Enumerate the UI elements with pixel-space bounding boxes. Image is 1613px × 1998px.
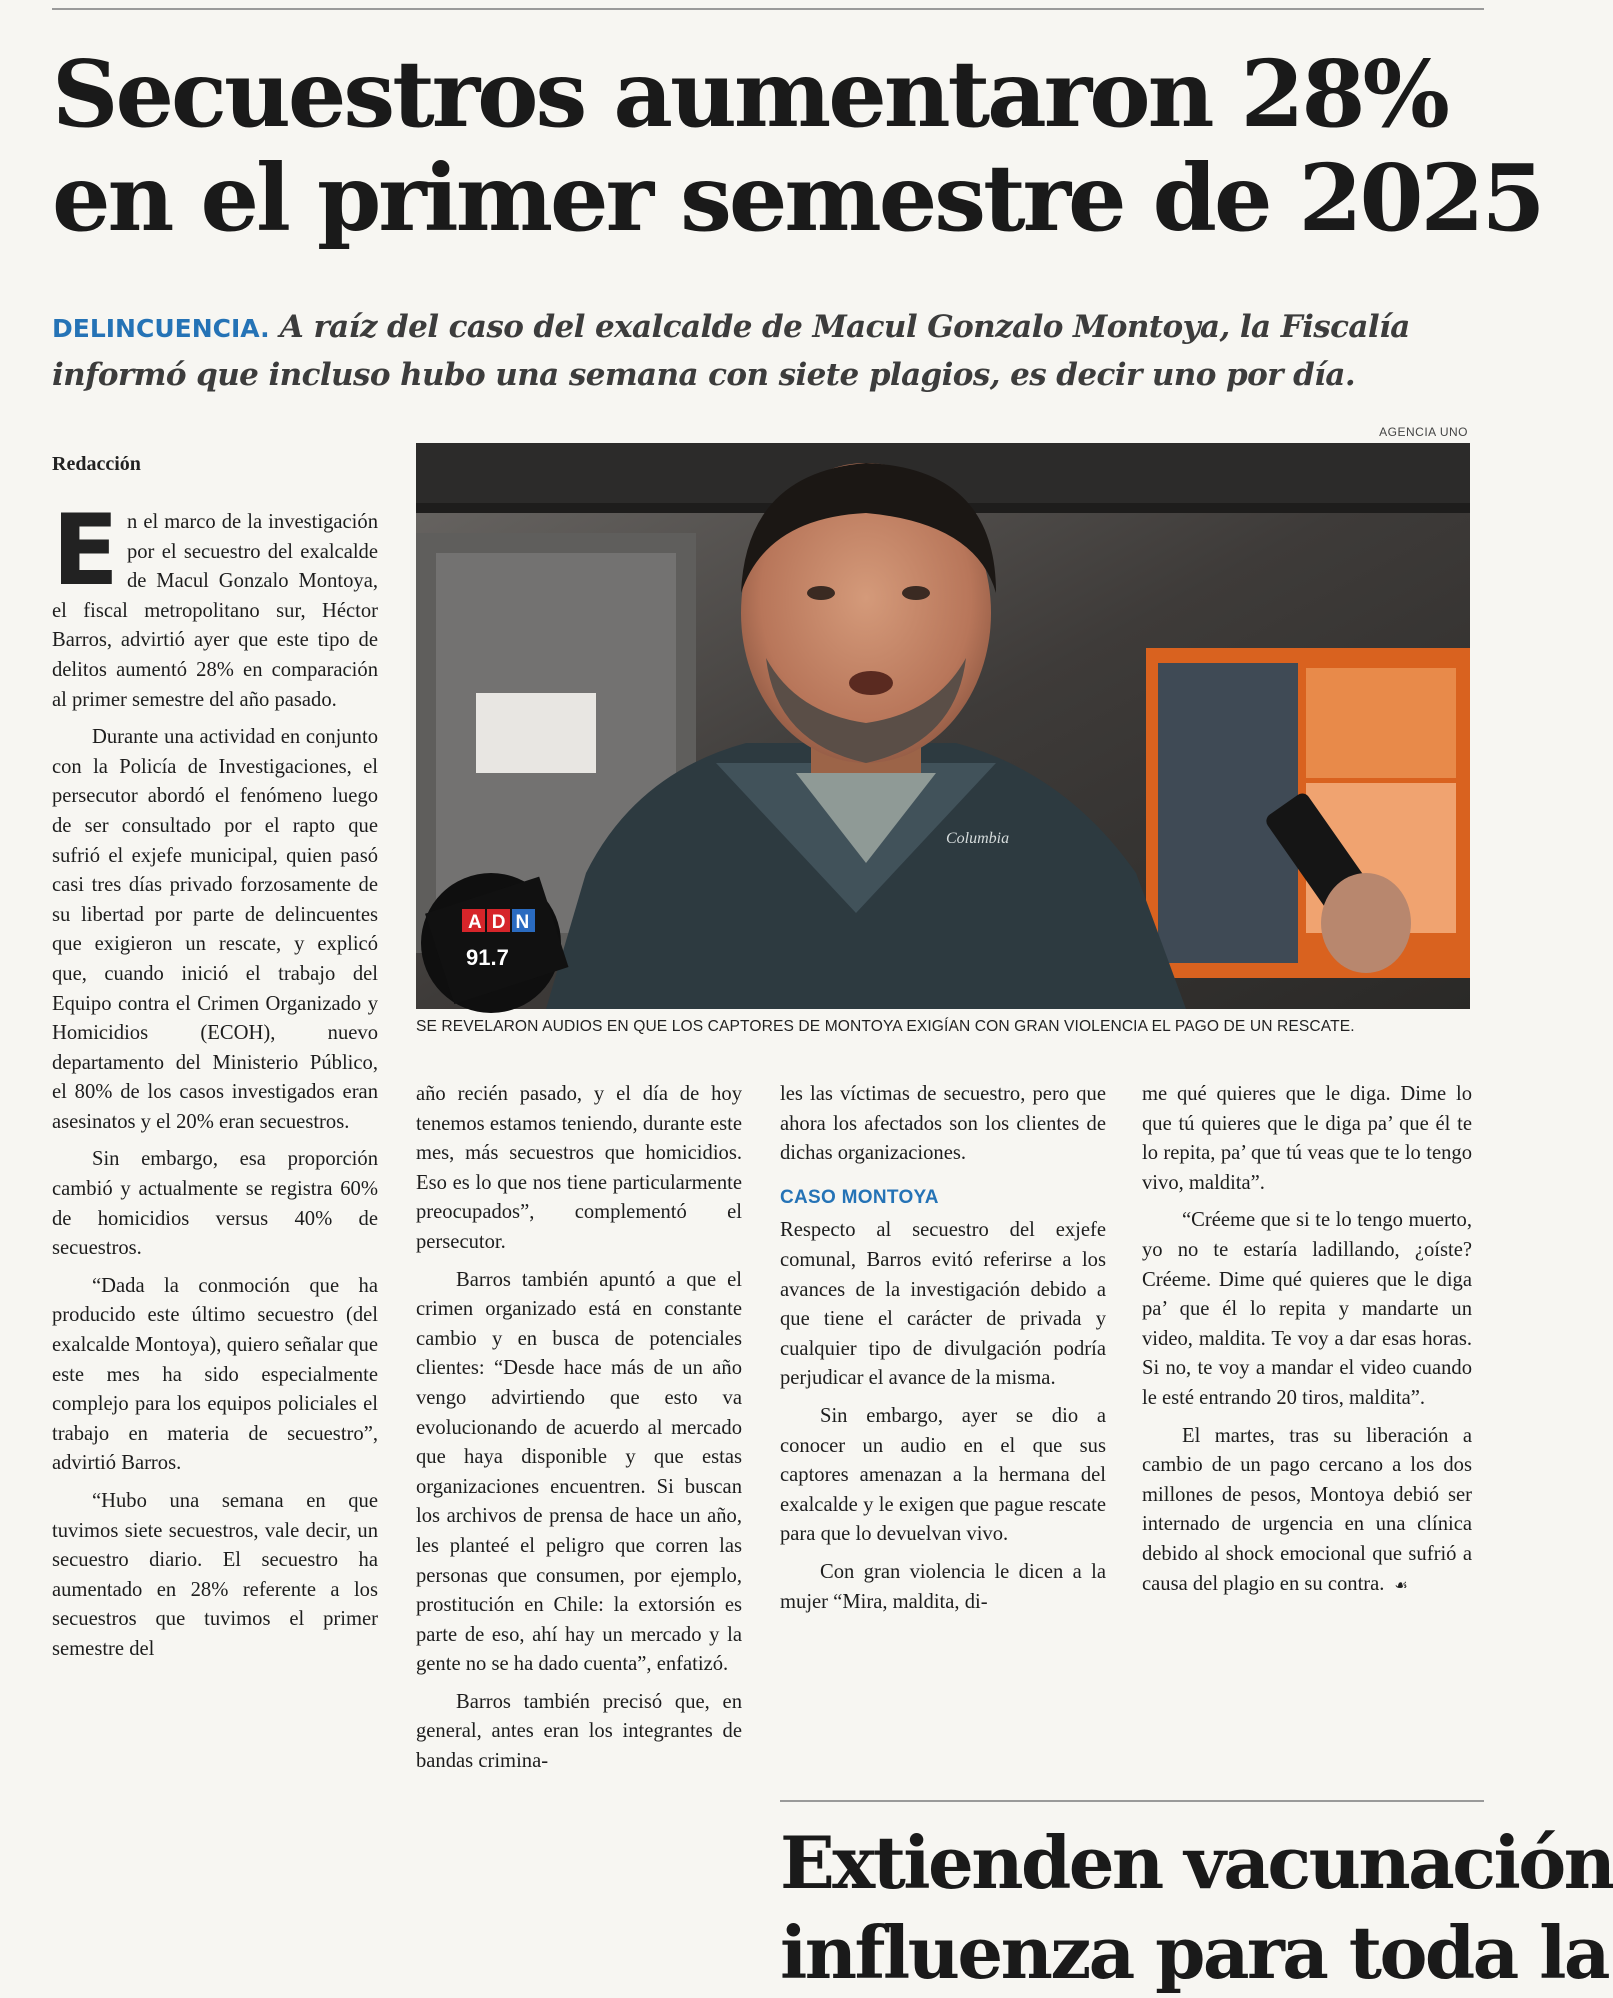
paragraph: les las víctimas de secuestro, pero que ahora los afectados son los clientes de dichas organizaciones. [780,1083,1106,1165]
photo-credit: AGENCIA UNO [1379,425,1468,439]
next-story-line-2: influenza para toda la [780,1910,1608,1995]
photo-illustration [416,443,1470,1009]
paragraph-text: El martes, tras su liberación a cambio de un pago cercano a los dos millones de pesos, Montoya debió ser internado de urgencia en una clínica debido al shock emocional que sufrió a causa del plagio en su contra. [1142,1424,1472,1595]
paragraph: “Hubo una semana en que tuvimos siete secuestros, vale decir, un secuestro diario. El secuestro ha aumentado en 28% referente a los secuestros que tuvimos el primer semestre del [52,1490,378,1660]
article-column-3 [780,1080,1106,1625]
paragraph-text: n el marco de la investigación por el secuestro del exalcalde de Macul Gonzalo Montoya, el fiscal metropolitano sur, Héctor Barros, advirtió ayer que este tipo de delitos aumentó 28% en comparación al primer semestre del año pasado. [52,511,378,711]
paragraph: Sin embargo, ayer se dio a conocer un audio en el que sus captores amenazan a la hermana del exalcalde y le exigen que pague rescate para que lo devuelvan vivo. [780,1404,1106,1546]
paragraph [52,494,378,715]
paragraph: Durante una actividad en conjunto con la Policía de Investigaciones, el persecutor abordó el fenómeno luego de ser consultado por el rapto que sufrió el exjefe municipal, quien pasó casi tres días privado forzosamente de su libertad por parte de delincuentes que exigieron un rescate, y explicó que, cuando inició el trabajo del Equipo contra el Crimen Organizado y Homicidios (ECOH), nuevo departamento del Ministerio Público, el 80% de los casos investigados eran asesinatos y el 20% eran secuestros. [52,726,378,1133]
deck-text: A raíz del caso del exalcalde de Macul Gonzalo Montoya, la Fiscalía informó que incluso hubo una semana con siete plagios, es decir uno por día. [52,309,1410,393]
paragraph: Respecto al secuestro del exjefe comunal, Barros evitó referirse a los avances de la investigación debido a que tiene el carácter de privada y cualquier tipo de divulgación podría perjudicar el avance de la misma. [780,1219,1106,1390]
next-story-rule [780,1800,1484,1802]
paragraph: Con gran violencia le dicen a la mujer “Mira, maldita, di- [780,1560,1106,1613]
headline-line-1: Secuestros aumentaron 28% [52,40,1447,148]
photo-caption: SE REVELARON AUDIOS EN QUE LOS CAPTORES DE MONTOYA EXIGÍAN CON GRAN VIOLENCIA EL PAGO DE UN RESCATE. [416,1018,1355,1035]
drop-cap: E [52,494,119,608]
end-mark-icon: ☙ [1394,1575,1408,1594]
article-column-4 [1142,1080,1472,1608]
headline-line-2: en el primer semestre de 2025 [52,144,1543,252]
deck-kicker: DELINCUENCIA. [52,314,270,343]
paragraph: “Dada la conmoción que ha producido este último secuestro (del exalcalde Montoya), quiero señalar que este mes ha sido especialmente complejo para los equipos policiales el trabajo en materia de secuestro”, advirtió Barros. [52,1274,378,1475]
article-column-1 [52,494,378,1673]
section-subhead: CASO MONTOYA [780,1186,939,1208]
headline [52,40,1543,252]
top-rule [52,8,1484,10]
paragraph: Sin embargo, esa proporción cambió y actualmente se registra 60% de homicidios versus 40% de secuestros. [52,1148,378,1260]
mic-brand: ADN [468,912,540,933]
mic-frequency: 91.7 [466,945,509,970]
byline: Redacción [52,453,141,475]
next-story-headline [780,1818,1613,1998]
next-story-line-1: Extienden vacunación [780,1820,1613,1905]
paragraph: “Créeme que si te lo tengo muerto, yo no te estaría ladillando, ¿oíste? Créeme. Dime qué quieres que le diga pa’ que él lo repita y mandarte un video, maldita. Te voy a dar esas horas. Si no, te voy a mandar el video cuando le esté entrando 20 tiros, maldita”. [1142,1209,1472,1409]
paragraph: me qué quieres que le diga. Dime lo que tú quieres que le diga pa’ que él te lo repita, pa’ que tú veas que te lo tengo vivo, maldita”. [1142,1083,1472,1194]
article-column-2 [416,1080,742,1785]
paragraph [1142,1422,1472,1601]
paragraph: Barros también precisó que, en general, antes eran los integrantes de bandas crimina- [416,1690,742,1773]
paragraph: Barros también apuntó a que el crimen organizado está en constante cambio y en busca de potenciales clientes: “Desde hace más de un año vengo advirtiendo que esto va evolucionando de acuerdo al mercado que haya disponible y que estas organizaciones encuentren. Si buscan los archivos de prensa de hace un año, les planteé el peligro que corren las personas que consumen, por ejemplo, prostitución en Chile: la extorsión es parte de eso, ahí hay un mercado y la gente no se ha dado cuenta”, enfatizó. [416,1268,742,1676]
article-photo [416,443,1470,1009]
jacket-logo: Columbia [946,830,1010,847]
deck [52,304,1472,399]
paragraph: año recién pasado, y el día de hoy tenemos estamos teniendo, durante este mes, más secuestros que homicidios. Eso es lo que nos tiene particularmente preocupados”, complementó el persecutor. [416,1083,742,1253]
